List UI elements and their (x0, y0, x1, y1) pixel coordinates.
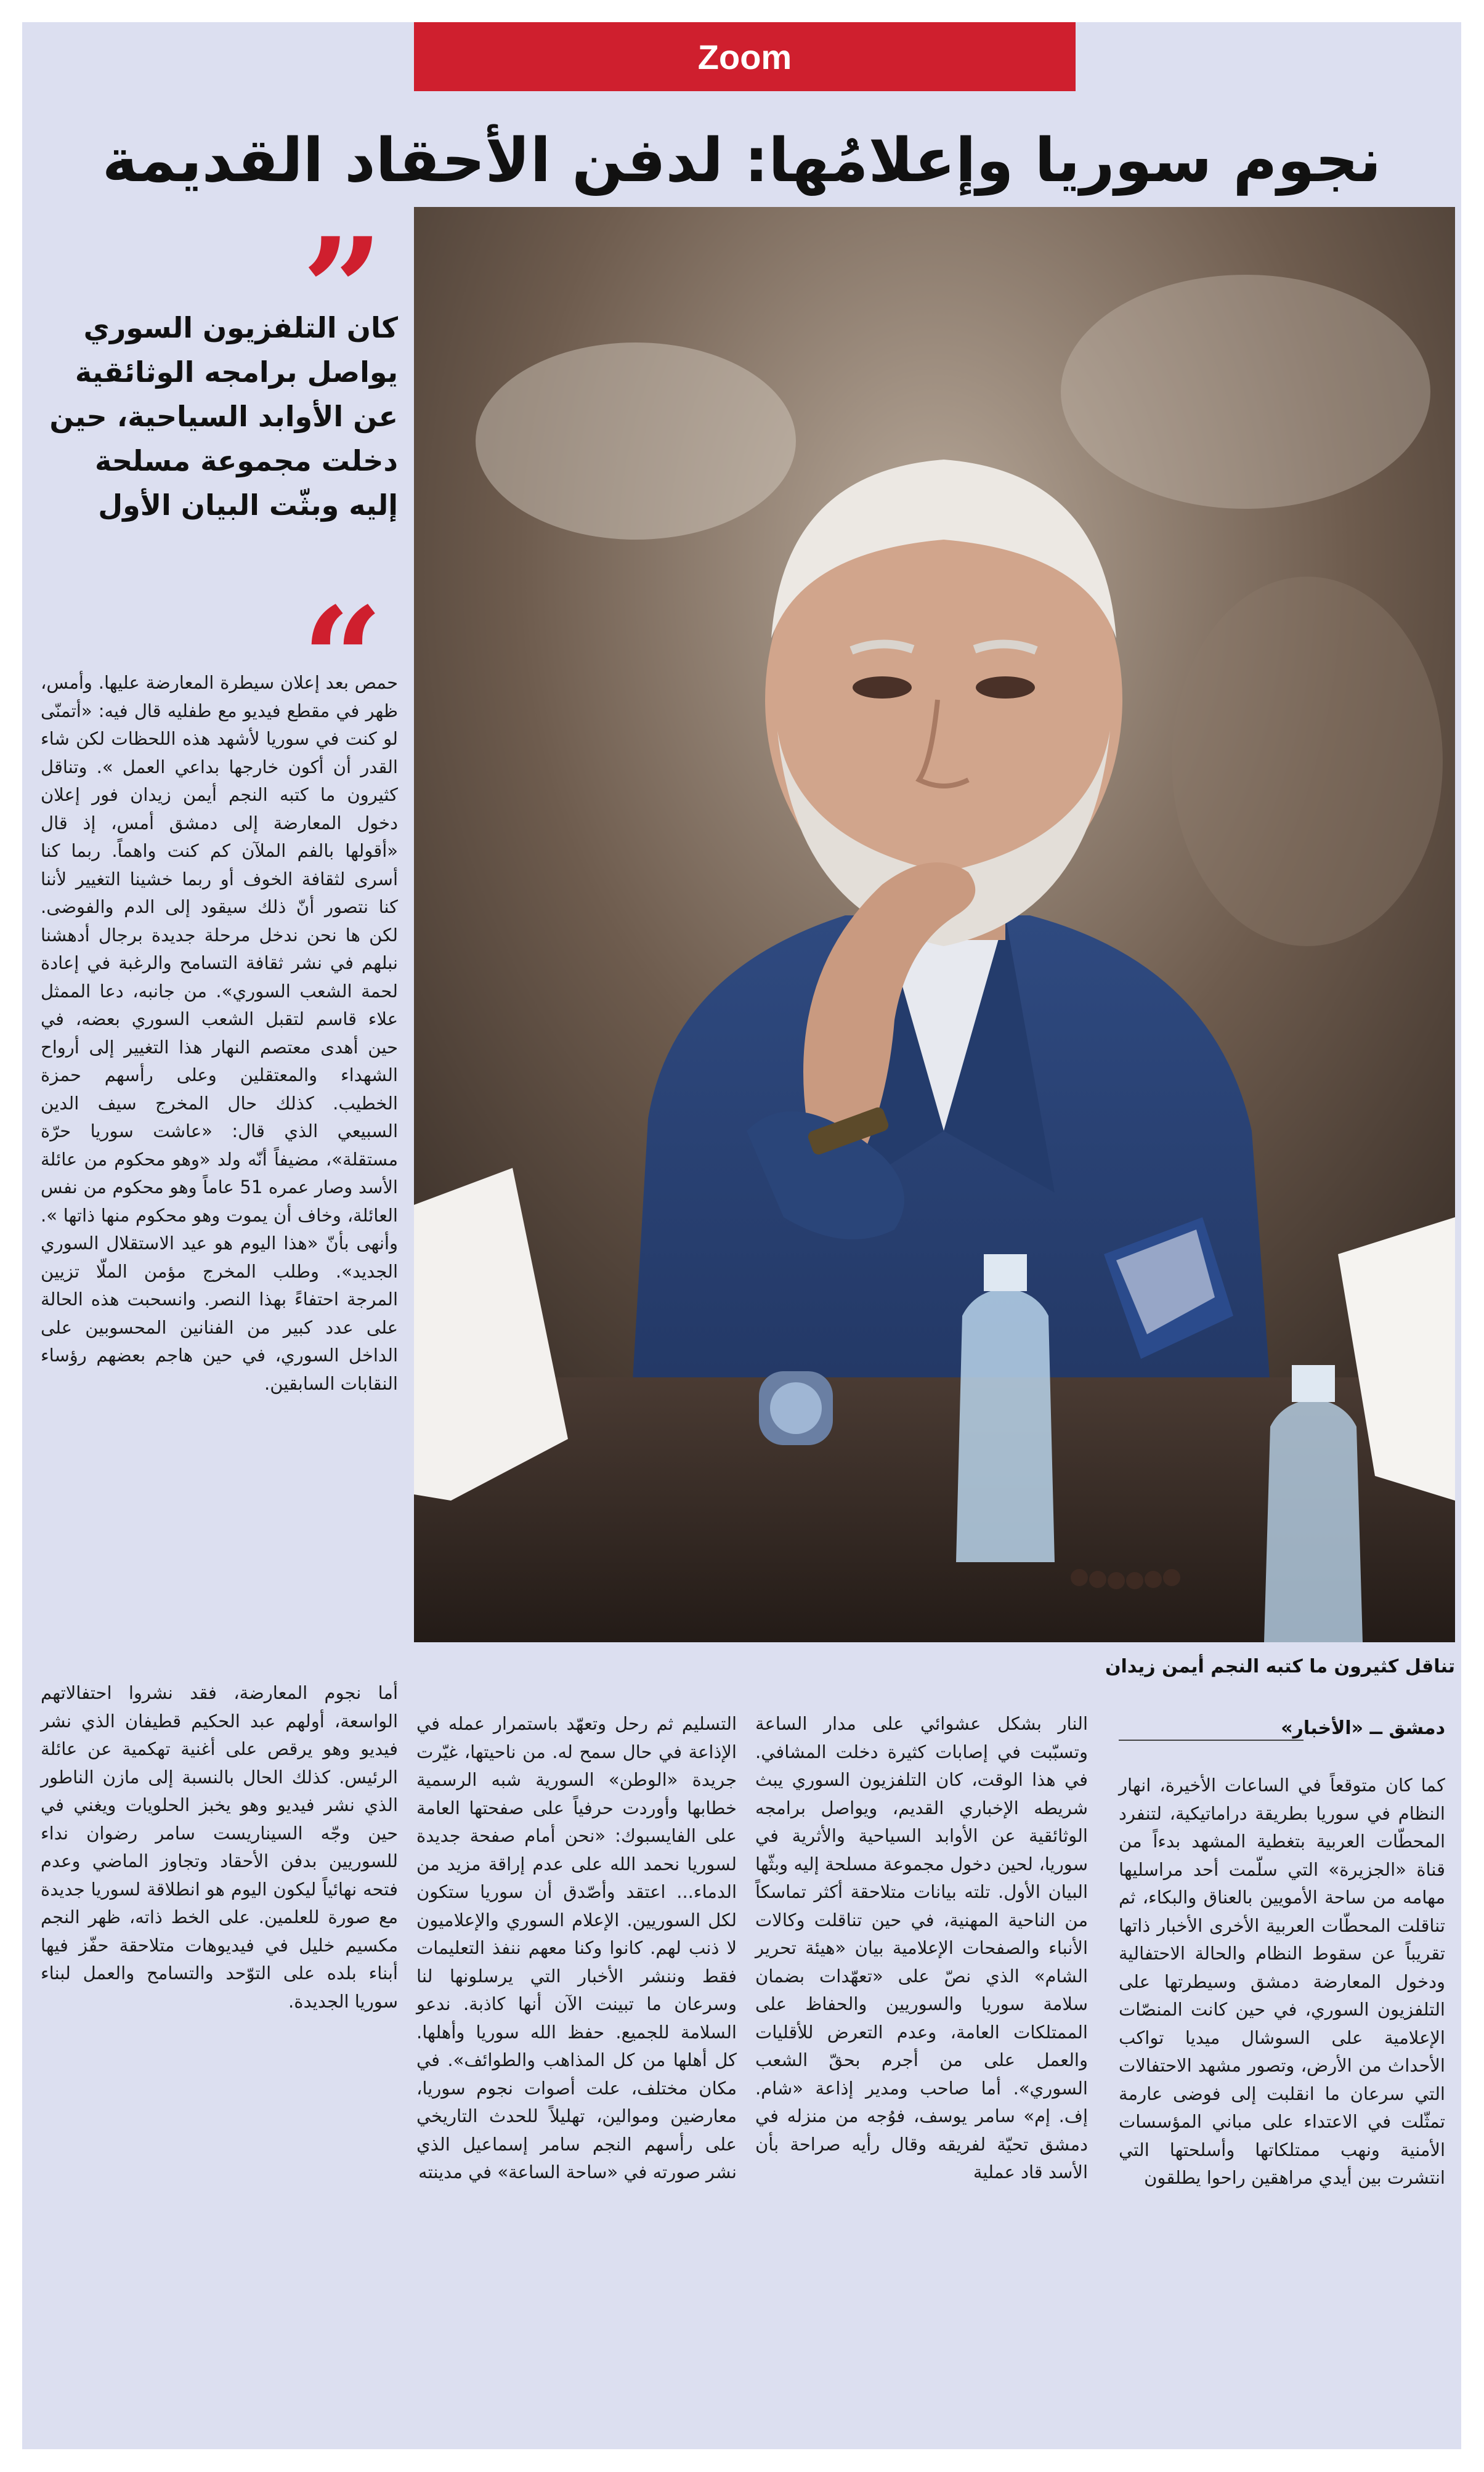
byline: دمشق ــ «الأخبار» (1281, 1717, 1445, 1739)
article-column-left-top (41, 669, 398, 1658)
headline: نجوم سوريا وإعلامُها: لدفن الأحقاد القديمة (102, 126, 1382, 196)
pull-quote: كان التلفزيون السوري يواصل برامجه الوثائقية عن الأوابد السياحية، حين دخلت مجموعة مسلحة إليه وبثّت البيان الأول (49, 311, 398, 522)
article-column-left-bottom (41, 1679, 398, 2437)
article-column-c (755, 1710, 1088, 2437)
quote-close-icon: “ (301, 577, 384, 743)
paragraph: التسليم ثم رحل وتعهّد باستمرار عمله في الإذاعة في حال سمح له. من ناحيتها، غيّرت جريدة «الوطن» السورية شبه الرسمية خطابها وأوردت حرفياً على صفحتها العامة على الفايسبوك: «نحن أمام صفحة جديدة لسوريا نحمد الله على عدم إراقة مزيد من الدماء... اعتقد وأصّدق أن سوريا ستكون لكل السوريين. الإعلام السوري والإعلاميون لا ذنب لهم. كانوا وكنا معهم ننفذ التعليمات فقط وننشر الأخبار التي يرسلونها لنا وسرعان ما تبينت الآن أنها كاذبة. ندعو السلامة للجميع. حفظ الله سوريا وأهلها. كل أهلها من كل المذاهب والطوائف». في مكان مختلف، علت أصوات نجوم سوريا، معارضين وموالين، تهليلاً للحدث التاريخي على رأسهم النجم سامر إسماعيل الذي نشر صورته في «ساحة الساعة» في مدينته (416, 1713, 737, 2182)
photo-caption: تناقل كثيرون ما كتبه النجم أيمن زيدان (1105, 1656, 1455, 1677)
article-column-d (1119, 1772, 1445, 2437)
section-label: Zoom (414, 22, 1076, 91)
portrait-illustration (414, 207, 1455, 1642)
paragraph: كما كان متوقعاً في الساعات الأخيرة، انهار النظام في سوريا بطريقة دراماتيكية، لتنفرد المحطّات العربية بتغطية المشهد بدءاً من قناة «الجزيرة» التي سلّمت أحد مراسليها مهامه من ساحة الأمويين بالعناق والبكاء، ثم تناقلت المحطّات العربية الأخرى الأخبار ذاتها تقريباً عن سقوط النظام والحالة الاحتفالية ودخول المعارضة دمشق وسيطرتها على التلفزيون السوري، في حين كانت المنصّات الإعلامية على السوشال ميديا تواكب الأحداث من الأرض، وتصور مشهد الاحتفالات التي سرعان ما انقلبت إلى فوضى عارمة تمثّلت في الاعتداء على مباني المؤسسات الأمنية ونهب ممتلكاتها وأسلحتها التي انتشرت بين أيدي مراهقين راحوا يطلقون (1119, 1775, 1445, 2188)
paragraph: أما نجوم المعارضة، فقد نشروا احتفالاتهم الواسعة، أولهم عبد الحكيم قطيفان الذي نشر فيديو وهو يرقص على أغنية تهكمية عن عائلة الرئيس. كذلك الحال بالنسبة إلى مازن الناطور الذي نشر فيديو وهو يخبز الحلويات ويغني في حين وجّه السيناريست سامر رضوان نداء للسوريين بدفن الأحقاد وتجاوز الماضي وعدم فتحه نهائياً ليكون اليوم هو انطلاقة لسوريا جديدة مع صورة للعلمين. على الخط ذاته، ظهر النجم مكسيم خليل في فيديوهات متلاحقة حفّز فيها أبناء بلده على التوّحد والتسامح والعمل لبناء سوريا الجديدة. (41, 1682, 398, 2012)
quote-open-icon: ” (301, 207, 384, 373)
article-photo (414, 207, 1455, 1642)
paragraph: حمص بعد إعلان سيطرة المعارضة عليها. وأمس، ظهر في مقطع فيديو مع طفليه قال فيه: «أتمنّى لو كنت في سوريا لأشهد هذه اللحظات لكن شاء القدر أن أكون خارجها بداعي العمل ». وتناقل كثيرون ما كتبه النجم أيمن زيدان فور إعلان دخول المعارضة إلى دمشق أمس، إذ قال «أقولها بالفم الملآن كم كنت واهماً. ربما كنا أسرى لثقافة الخوف أو ربما خشينا التغيير لأننا كنا نتصور أنّ ذلك سيقود إلى الدم والفوضى. لكن ها نحن ندخل مرحلة جديدة برجال أدهشنا نبلهم في نشر ثقافة التسامح والرغبة في إعادة لحمة الشعب السوري». من جانبه، دعا الممثل علاء قاسم لتقبل الشعب السوري بعضه، في حين أهدى معتصم النهار هذا التغيير إلى أرواح الشهداء والمعتقلين وعلى رأسهم حمزة الخطيب. كذلك حال المخرج سيف الدين السبيعي الذي قال: «عاشت سوريا حرّة مستقلة»، مضيفاً أنّه ولد «وهو محكوم من عائلة الأسد وصار عمره 51 عاماً وهو محكوم من نفس العائلة، وخاف أن يموت وهو محكوم منها ذاتها ». وأنهى بأنّ «هذا اليوم هو عيد الاستقلال السوري الجديد». وطلب المخرج مؤمن الملّا تزيين المرجة احتفاءً بهذا النصر. وانسحبت هذه الحالة على عدد كبير من الفنانين المحسوبين على الداخل السوري، في حين هاجم بعضهم رؤساء النقابات السابقين. (41, 672, 398, 1394)
byline-divider (1119, 1740, 1304, 1741)
paragraph: النار بشكل عشوائي على مدار الساعة وتسبّبت في إصابات كثيرة دخلت المشافي. في هذا الوقت، كان التلفزيون السوري يبث شريطه الإخباري القديم، ويواصل برامجه الوثائقية عن الأوابد السياحية والأثرية في سوريا، لحين دخول مجموعة مسلحة إليه وبثّها البيان الأول. تلته بيانات متلاحقة أكثر تماسكاً من الناحية المهنية، في حين تناقلت وكالات الأنباء والصفحات الإعلامية بيان «هيئة تحرير الشام» الذي نصّ على «تعهّدات بضمان سلامة سوريا والسوريين والحفاظ على الممتلكات العامة، وعدم التعرض للأقليات والعمل على من أجرم بحقّ الشعب السوري». أما صاحب ومدير إذاعة «شام. إف. إم» سامر يوسف، فوُجه من منزله في دمشق تحيّة لفريقه وقال رأيه صراحة بأن الأسد قاد عملية (755, 1713, 1088, 2182)
newspaper-page (22, 22, 1461, 2449)
article-column-b (416, 1710, 737, 2437)
